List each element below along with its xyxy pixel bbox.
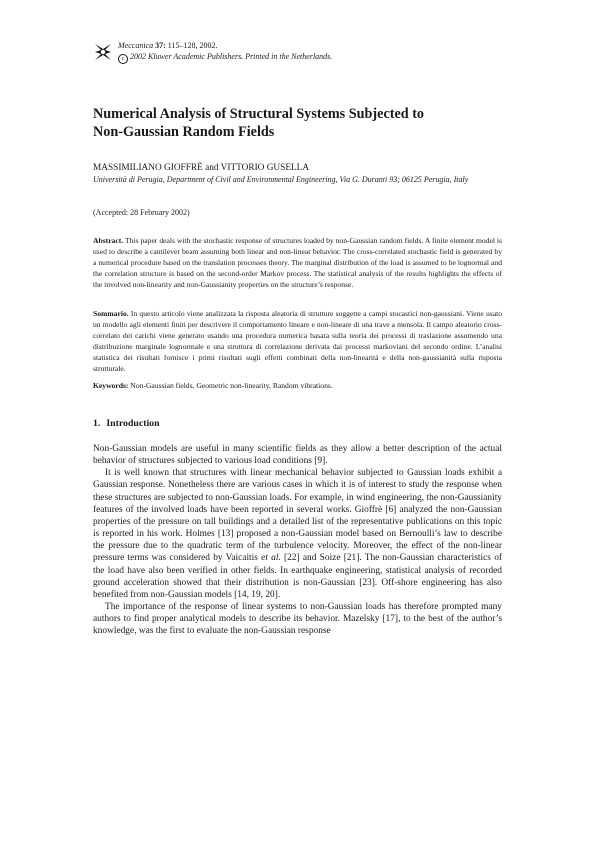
- title-line-1: Numerical Analysis of Structural Systems Subjected to: [93, 106, 425, 122]
- journal-volume: 37:: [155, 41, 166, 50]
- body-text: [93, 443, 502, 638]
- paragraph: Non-Gaussian models are useful in many scientific fields as they allow a better description of the actual behavior of structures subjected to various load conditions [9].: [93, 444, 502, 467]
- journal-name: Meccanica: [118, 41, 154, 50]
- authors: MASSIMILIANO GIOFFRÈ and VITTORIO GUSELLA: [93, 163, 310, 173]
- paragraph-text: It is well known that structures with linear mechanical behavior subjected to Gaussian loads exhibit a Gaussian response. Nonetheless there are various cases in which it is of interest to study the response when these structures are subjected to non-Gaussian loads. For example, in wind engineering, the non-Gaussianity features of the involved loads have been reported in several works. Gioffrè [6] analyzed the non-Gaussian properties of the pressure on tall buildings and a detailed list of the representative publications on this topic is reported in his work. Holmes [13] proposed a non-Gaussian model based on Bernoulli’s law to describe the pressure due to the quadratic term of the turbulence velocity. Moreover, the effect of the non-linear pressure terms was considered by Vaicaitis: [93, 468, 502, 564]
- section-number: 1.: [93, 418, 101, 429]
- abstract-text: This paper deals with the stochastic response of structures loaded by non-Gaussian random fields. A finite element model is used to describe a cantilever beam assuming both linear and non-linear behavior. The cross-correlated stochastic field is generated by a numerical procedure based on the translation processes theory. The marginal distribution of the load is assumed to be lognormal and the correlation structure is based on the second-order Markov process. The statistical analysis of the results highlights the effects of the involved non-linearity and non-Gaussianity properties on the structure’s response.: [93, 236, 502, 289]
- abstract: [93, 235, 502, 290]
- copyright-text: 2002 Kluwer Academic Publishers. Printed in the Netherlands.: [130, 52, 333, 61]
- affiliation: Università di Perugia, Department of Civil and Environmental Engineering, Via G. Duranti 93; 06125 Perugia, Italy: [93, 175, 469, 184]
- paragraph: [93, 467, 502, 601]
- section-heading: [93, 418, 160, 430]
- paper-title: [93, 106, 513, 141]
- copyright-line: [118, 51, 332, 64]
- keywords: [93, 380, 502, 391]
- journal-citation: [118, 40, 217, 51]
- title-line-2: Non-Gaussian Random Fields: [93, 123, 275, 140]
- copyright-icon: c: [118, 54, 128, 64]
- keywords-label: Keywords:: [93, 381, 129, 390]
- accepted-date: (Accepted: 28 February 2002): [93, 208, 190, 217]
- section-title: Introduction: [106, 418, 160, 429]
- journal-pages: 115–128, 2002.: [167, 41, 218, 50]
- paragraph-text: [22] and Soize [21]. The non-Gaussian characteristics of the load have also been verified in other fields. In earthquake engineering, statistical analysis of recorded ground acceleration showed that their distribution is non-Gaussian [23]. Off-shore engineering has also benefited from non-Gaussian models [14, 19, 20].: [93, 553, 502, 600]
- sommario: [93, 308, 502, 374]
- sommario-label: Sommario.: [93, 309, 129, 318]
- journal-header: [93, 40, 493, 66]
- sommario-text: In questo articolo viene analizzata la risposta aleatoria di strutture soggette a campi stocastici non-gaussiani. Viene usato un modello agli elementi finiti per descrivere il comportamento lineare e non-lineare di una trave a mensola. Il campo aleatorio cross-correlato dei carichi viene generato usando una procedura numerica basata sulla teoria dei processi di traslazione assumendo una distribuzione marginale lognormale e una struttura di correlazione derivata dai processi markoviani del secondo ordine. L’analisi statistica dei risultati fornisce i primi risultati sugli effetti combinati della non-linearità e della non-gaussianità sulla risposta strutturale.: [93, 309, 502, 373]
- publisher-logo-icon: [93, 41, 113, 63]
- keywords-text: Non-Gaussian fields, Geometric non-linearity, Random vibrations.: [130, 381, 333, 390]
- paragraph: The importance of the response of linear systems to non-Gaussian loads has therefore prompted many authors to find proper analytical models to describe its behavior. Mazelsky [17], to the best of the author’s knowledge, was the first to evaluate the non-Gaussian response: [93, 602, 502, 637]
- italic-text: et al.: [261, 553, 281, 564]
- abstract-label: Abstract.: [93, 236, 124, 245]
